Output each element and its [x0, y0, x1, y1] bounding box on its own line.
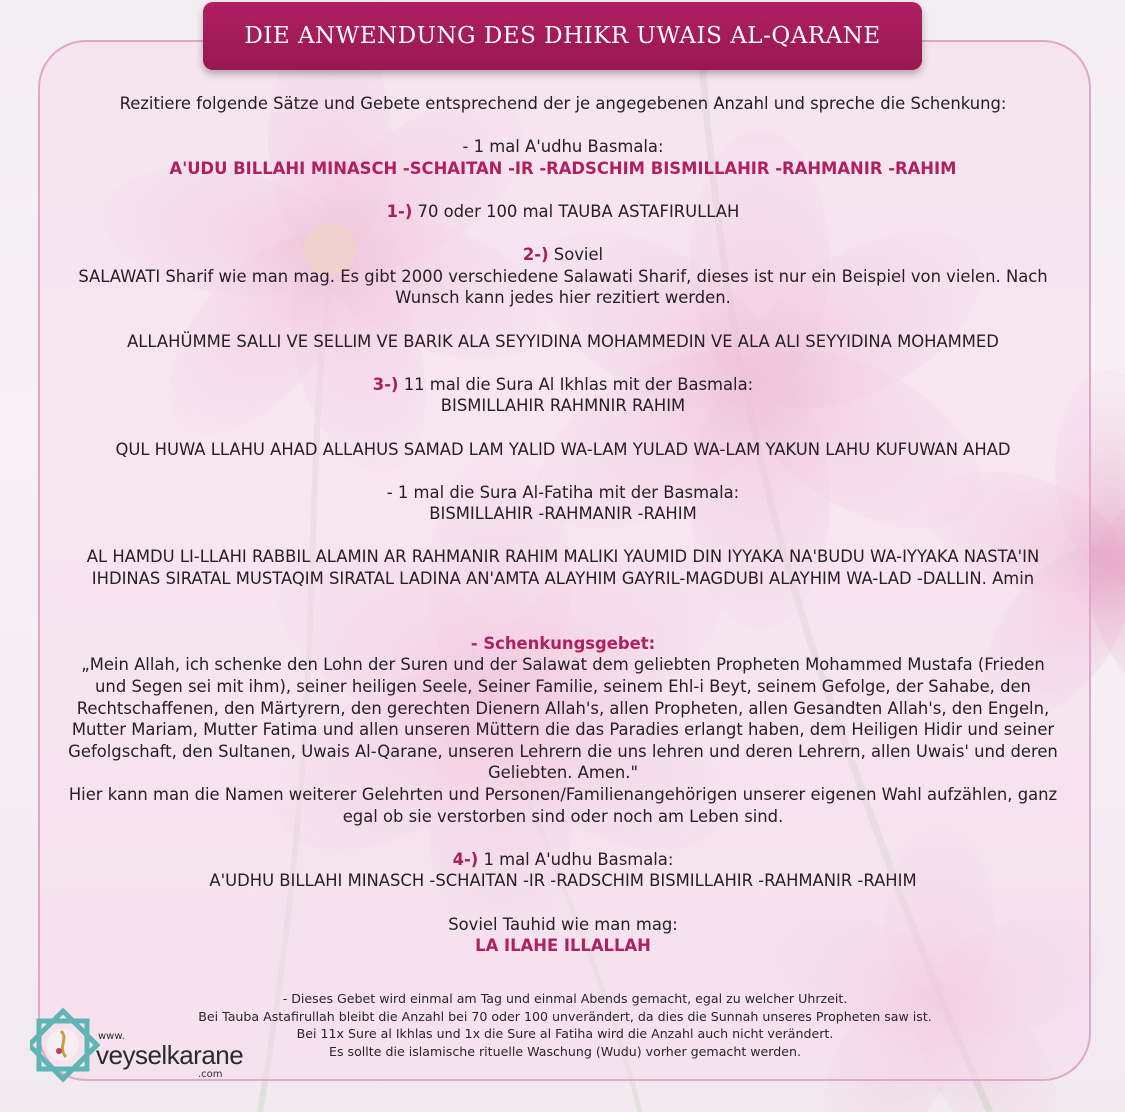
schenkung-line: Hier kann man die Namen weiterer Gelehrten und Personen/Familienangehörigen unserer eigenen Wahl aufzählen, ganz [68, 785, 1058, 804]
logo-www: www. [98, 1031, 125, 1042]
fatiha-line-2: IHDINAS SIRATAL MUSTAQIM SIRATAL LADINA AN'AMTA ALAYHIM GAYRIL-MAGDUBI ALAYHIM WA-LAD -DALLIN. Amin [91, 569, 1035, 589]
title-banner [203, 2, 922, 70]
step-2-number: 2-) [522, 245, 549, 265]
schenkung-line: „Mein Allah, ich schenke den Lohn der Suren und der Salawat dem geliebten Propheten Mohammed Mustafa (Frieden [81, 655, 1045, 675]
prayer-instructions [48, 93, 1078, 957]
schenkung-line: Geliebten. Amen." [487, 763, 639, 783]
step-3-label: 11 mal die Sura Al Ikhlas mit der Basmala: [398, 374, 754, 394]
footnote: - Dieses Gebet wird einmal am Tag und einmal Abends gemacht, egal zu welcher Uhrzeit. [282, 991, 848, 1006]
logo-domain: .com [198, 1069, 223, 1080]
page-title: DIE ANWENDUNG DES DHIKR UWAIS AL-QARANE [244, 23, 881, 49]
audhu-basmala-text: A'UDU BILLAHI MINASCH -SCHAITAN -IR -RADSCHIM BISMILLAHIR -RAHMANIR -RAHIM [169, 158, 957, 178]
audhu-label: - 1 mal A'udhu Basmala: [462, 137, 664, 157]
schenkung-line: Gefolgschaft, den Sultanen, Uwais Al-Qarane, unseren Lehrern die uns lehren und deren Lehrern, allen Uwais' und deren [68, 741, 1058, 761]
step-3 [48, 374, 1078, 396]
step-1-text: 70 oder 100 mal TAUBA ASTAFIRULLAH [412, 201, 740, 221]
step-2-label: Soviel [548, 245, 604, 265]
schenkung-line: und Segen sei mit ihm), seiner heiligen Seele, Seiner Familie, seinem Ehl-i Beyt, seinem Gefolge, der Sahabe, den [95, 677, 1031, 697]
footnote: Es sollte die islamische rituelle Waschung (Wudu) vorher gemacht werden. [329, 1043, 801, 1059]
fatiha-label: - 1 mal die Sura Al-Fatiha mit der Basmala: [386, 482, 740, 502]
step-4-number: 4-) [452, 849, 479, 869]
step-4-text: A'UDHU BILLAHI MINASCH -SCHAITAN -IR -RADSCHIM BISMILLAHIR -RAHMANIR -RAHIM [209, 871, 917, 891]
footnote: Bei 11x Sure al Ikhlas und 1x die Sure al Fatiha wird die Anzahl auch nicht verändert. [296, 1026, 834, 1041]
step-1-number: 1-) [386, 201, 413, 221]
tauhid-label: Soviel Tauhid wie man mag: [448, 914, 678, 934]
fatiha-line-1: AL HAMDU LI-LLAHI RABBIL ALAMIN AR RAHMANIR RAHIM MALIKI YAUMID DIN IYYAKA NA'BUDU WA-IYYAKA NASTA'IN [86, 547, 1040, 567]
step-3-basmala: BISMILLAHIR RAHMNIR RAHIM [440, 396, 686, 416]
step-3-number: 3-) [372, 374, 399, 394]
schenkung-heading: - Schenkungsgebet: [470, 633, 656, 653]
step-2 [48, 244, 1078, 266]
step-1 [48, 201, 1078, 223]
intro-text: Rezitiere folgende Sätze und Gebete entsprechend der je angegebenen Anzahl und spreche die Schenkung: [119, 94, 1007, 113]
schenkung-line: egal ob sie verstorben sind oder noch am Leben sind. [342, 806, 784, 826]
schenkung-line: Rechtschaffenen, den Märtyrern, den gerechten Dienern Allah's, allen Propheten, allen Gesandten Allah's, den Engeln, [76, 698, 1050, 718]
step-2-line-2: Wunsch kann jedes hier rezitiert werden. [395, 288, 731, 308]
logo-star-icon [30, 1003, 100, 1083]
step-4-label: 1 mal A'udhu Basmala: [478, 849, 674, 869]
tauhid-text: LA ILAHE ILLALLAH [475, 936, 651, 956]
step-4 [48, 849, 1078, 871]
ikhlas-text: QUL HUWA LLAHU AHAD ALLAHUS SAMAD LAM YALID WA-LAM YULAD WA-LAM YAKUN LAHU KUFUWAN AHAD [115, 439, 1011, 459]
site-logo [30, 1003, 244, 1087]
logo-wordmark: veyselkarane [96, 1040, 244, 1070]
schenkung-line: Mutter Mariam, Mutter Fatima und allen unseren Müttern die das Paradies erlangt haben, dem Heiligen Hidir und seiner [71, 720, 1055, 740]
footnotes [150, 990, 980, 1060]
salawat-text: ALLAHÜMME SALLI VE SELLIM VE BARIK ALA SEYYIDINA MOHAMMEDIN VE ALA ALI SEYYIDINA MOHAMMED [127, 331, 999, 351]
fatiha-basmala: BISMILLAHIR -RAHMANIR -RAHIM [429, 504, 697, 524]
step-2-line-1: SALAWATI Sharif wie man mag. Es gibt 2000 verschiedene Salawati Sharif, dieses ist nur ein Beispiel von vielen. Nach [78, 266, 1048, 286]
footnote: Bei Tauba Astafirullah bleibt die Anzahl bei 70 oder 100 unverändert, da dies die Sunnah unseres Propheten saw ist. [198, 1008, 932, 1024]
